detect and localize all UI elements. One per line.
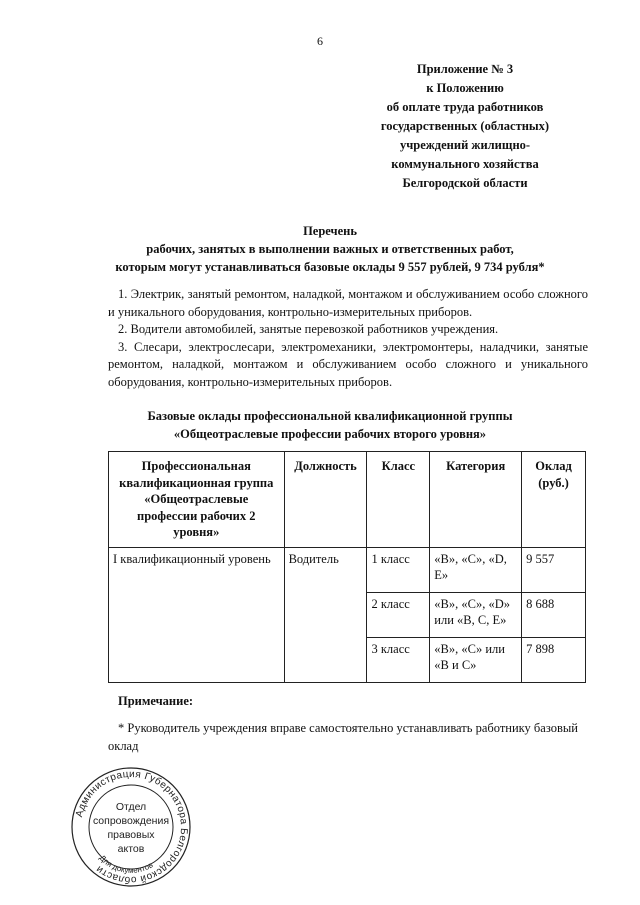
page-number: 6 <box>317 34 323 48</box>
list-item: 3. Слесари, электрослесари, электромеханики, электромонтеры, наладчики, занятые ремонтом, наладкой, монтажом и обслуживанием особо сложного и уникального оборудования, контрольно-измерительных приборов. <box>108 339 588 389</box>
header-salary: Оклад (руб.) <box>522 452 586 548</box>
official-stamp <box>70 766 192 888</box>
list-item: 1. Электрик, занятый ремонтом, наладкой, монтажом и обслуживанием особо сложного и уникального оборудования, контрольно-измерительных приборов. <box>108 287 588 319</box>
note-paragraph: * Руководитель учреждения вправе самостоятельно устанавливать работнику базовый оклад <box>108 721 578 753</box>
note-heading: Примечание: <box>118 694 194 708</box>
header-group: Профессиональная квалификационная группа «Общеотраслевые профессии рабочих 2 уровня» <box>109 452 285 548</box>
salary-table <box>108 451 586 683</box>
stamp-line: Отдел <box>115 801 147 813</box>
stamp-line: сопровождения <box>92 815 170 827</box>
stamp-bottom-text: Для документов <box>97 853 155 875</box>
stamp-line: правовых <box>107 829 155 841</box>
title-line: рабочих, занятых в выполнении важных и ответственных работ, <box>146 242 514 256</box>
category-cell: «В», «С», «D» или «В, С, Е» <box>430 592 522 637</box>
stamp-line: актов <box>117 843 145 855</box>
class-cell: 3 класс <box>367 637 430 682</box>
stamp-ring-text: Администрация Губернатора Белгородской области <box>74 768 190 886</box>
appendix-line: учреждений жилищно- <box>399 138 531 152</box>
salary-cell: 9 557 <box>522 547 586 592</box>
stamp-inner-text <box>84 800 178 856</box>
appendix-line: Приложение № 3 <box>416 62 514 76</box>
appendix-line: Белгородской области <box>402 176 528 190</box>
appendix-block <box>355 60 575 193</box>
class-cell: 2 класс <box>367 592 430 637</box>
document-title <box>60 222 600 276</box>
appendix-line: коммунального хозяйства <box>391 157 539 171</box>
appendix-line: об оплате труда работников <box>386 100 544 114</box>
header-category: Категория <box>430 452 522 548</box>
salary-cell: 7 898 <box>522 637 586 682</box>
header-position: Должность <box>284 452 367 548</box>
appendix-line: государственных (областных) <box>380 119 550 133</box>
table-header-row <box>109 452 586 548</box>
class-cell: 1 класс <box>367 547 430 592</box>
section-title-line: «Общеотраслевые профессии рабочих второго уровня» <box>173 427 487 441</box>
header-class: Класс <box>367 452 430 548</box>
section-title-line: Базовые оклады профессиональной квалификационной группы <box>147 409 513 423</box>
appendix-line: к Положению <box>426 81 504 95</box>
title-line: которым могут устанавливаться базовые оклады 9 557 рублей, 9 734 рубля* <box>115 260 545 274</box>
category-cell: «В», «С» или «В и С» <box>430 637 522 682</box>
category-cell: «В», «С», «D, Е» <box>430 547 522 592</box>
title-line: Перечень <box>303 224 357 238</box>
list-item: 2. Водители автомобилей, занятые перевозкой работников учреждения. <box>118 322 499 336</box>
position-cell: Водитель <box>284 547 367 682</box>
section-title <box>80 407 580 443</box>
table-row <box>109 547 586 592</box>
workers-list <box>108 286 588 391</box>
note-text <box>108 720 588 755</box>
salary-cell: 8 688 <box>522 592 586 637</box>
qualification-level-cell: I квалификационный уровень <box>109 547 285 682</box>
